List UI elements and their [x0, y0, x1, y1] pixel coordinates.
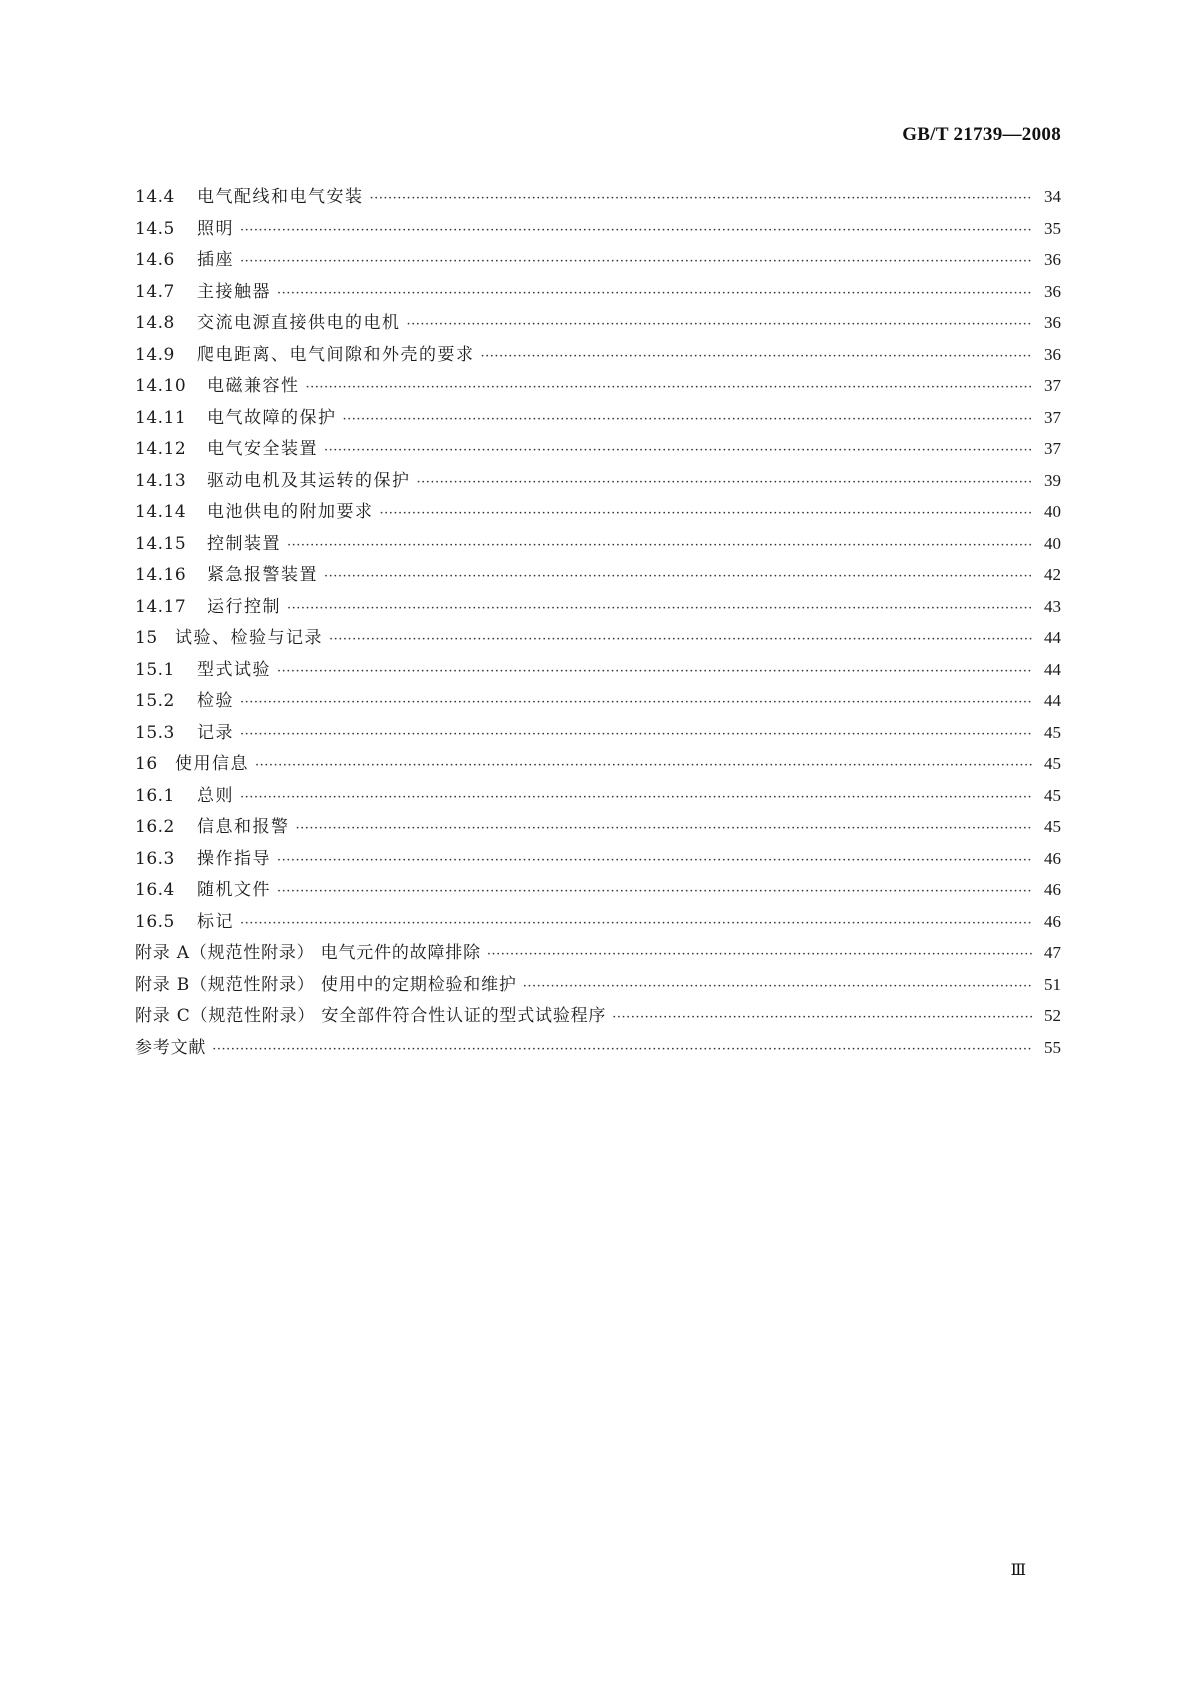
toc-entry-title: 交流电源直接供电的电机 — [197, 313, 401, 333]
toc-entry-number: 14.14 — [135, 502, 187, 522]
toc-entry-number: 16 — [135, 754, 158, 774]
dot-leader — [380, 498, 1034, 530]
dot-leader — [612, 1002, 1033, 1034]
toc-entry-page: 40 — [1044, 533, 1061, 553]
dot-leader — [240, 908, 1033, 940]
toc-entry-title: 电气安全装置 — [207, 439, 318, 459]
toc-entry[interactable] — [135, 496, 1061, 528]
toc-entry-title: 信息和报警 — [197, 817, 290, 837]
toc-entry-title: 插座 — [197, 250, 234, 270]
dot-leader — [296, 813, 1034, 845]
dot-leader — [481, 341, 1034, 373]
toc-entry-number: 14.15 — [135, 533, 187, 554]
toc-entry-title: 总则 — [197, 785, 234, 806]
toc-entry[interactable] — [135, 748, 1061, 780]
toc-entry-page: 44 — [1044, 659, 1061, 679]
toc-entry[interactable] — [135, 717, 1061, 749]
toc-entry-number: 14.9 — [135, 344, 175, 365]
toc-entry-page: 45 — [1044, 785, 1061, 805]
dot-leader — [255, 750, 1033, 782]
toc-entry-title: 驱动电机及其运转的保护 — [207, 470, 411, 491]
toc-entry-title: 附录 C（规范性附录） 安全部件符合性认证的型式试验程序 — [135, 1006, 607, 1026]
toc-entry-title: 附录 B（规范性附录） 使用中的定期检验和维护 — [135, 974, 517, 995]
toc-entry[interactable] — [135, 276, 1061, 308]
toc-entry[interactable] — [135, 370, 1061, 402]
toc-entry-page: 37 — [1044, 376, 1061, 395]
toc-entry-title: 附录 A（规范性附录） 电气元件的故障排除 — [135, 943, 481, 963]
toc-entry-title: 试验、检验与记录 — [175, 628, 323, 648]
toc-entry-title: 型式试验 — [197, 659, 271, 680]
toc-entry-page: 44 — [1044, 628, 1061, 647]
toc-entry[interactable] — [135, 622, 1061, 654]
dot-leader — [240, 246, 1033, 278]
dot-leader — [212, 1034, 1033, 1066]
toc-entry-page: 44 — [1044, 691, 1061, 710]
toc-entry[interactable] — [135, 402, 1061, 434]
toc-entry-title: 紧急报警装置 — [207, 565, 318, 585]
dot-leader — [240, 687, 1033, 719]
dot-leader — [523, 971, 1033, 1003]
toc-entry[interactable] — [135, 339, 1061, 371]
toc-entry-number: 14.4 — [135, 187, 175, 207]
dot-leader — [277, 876, 1033, 908]
toc-entry-page: 55 — [1044, 1037, 1061, 1057]
toc-entry-page: 45 — [1044, 754, 1061, 773]
toc-entry-page: 52 — [1044, 1006, 1061, 1025]
toc-entry[interactable] — [135, 874, 1061, 906]
toc-entry-number: 16.1 — [135, 785, 175, 806]
dot-leader — [370, 183, 1034, 215]
toc-entry-title: 爬电距离、电气间隙和外壳的要求 — [197, 344, 475, 365]
toc-entry-number: 16.3 — [135, 848, 175, 869]
toc-entry-page: 46 — [1044, 880, 1061, 899]
toc-entry[interactable] — [135, 559, 1061, 591]
toc-entry-number: 14.13 — [135, 470, 187, 491]
toc-entry[interactable] — [135, 780, 1061, 812]
dot-leader — [324, 561, 1033, 593]
toc-entry-number: 15.1 — [135, 659, 175, 680]
toc-entry-page: 42 — [1044, 565, 1061, 584]
toc-entry-number: 14.8 — [135, 313, 175, 333]
toc-entry-page: 36 — [1044, 281, 1061, 301]
toc-entry-number: 14.11 — [135, 407, 187, 428]
toc-entry-page: 36 — [1044, 313, 1061, 332]
toc-entry-title: 操作指导 — [197, 848, 271, 869]
dot-leader — [306, 372, 1034, 404]
dot-leader — [287, 593, 1033, 625]
dot-leader — [277, 278, 1033, 310]
toc-entry-title: 标记 — [197, 911, 234, 932]
toc-entry-number: 16.2 — [135, 817, 175, 837]
toc-entry-title: 记录 — [197, 722, 234, 743]
toc-entry-page: 51 — [1044, 974, 1061, 994]
toc-entry[interactable] — [135, 811, 1061, 843]
toc-entry-page: 43 — [1044, 596, 1061, 616]
toc-entry-page: 45 — [1044, 722, 1061, 742]
toc-entry-title: 检验 — [197, 691, 234, 711]
toc-entry[interactable] — [135, 213, 1061, 245]
table-of-contents — [135, 181, 1061, 1063]
toc-entry-page: 35 — [1044, 218, 1061, 238]
toc-entry-annex[interactable] — [135, 1000, 1061, 1032]
toc-entry-title: 电磁兼容性 — [207, 376, 300, 396]
dot-leader — [329, 624, 1033, 656]
toc-entry-page: 47 — [1044, 943, 1061, 962]
toc-entry-annex[interactable] — [135, 937, 1061, 969]
toc-entry[interactable] — [135, 465, 1061, 497]
toc-entry-number: 14.12 — [135, 439, 187, 459]
toc-entry-title: 照明 — [197, 218, 234, 239]
dot-leader — [417, 467, 1034, 499]
toc-entry[interactable] — [135, 843, 1061, 875]
toc-entry[interactable] — [135, 906, 1061, 938]
toc-entry-title: 电气配线和电气安装 — [197, 187, 364, 207]
dot-leader — [240, 782, 1033, 814]
toc-entry-title: 使用信息 — [175, 754, 249, 774]
toc-entry-number: 14.7 — [135, 281, 175, 302]
dot-leader — [240, 719, 1033, 751]
toc-entry[interactable] — [135, 591, 1061, 623]
dot-leader — [343, 404, 1034, 436]
toc-entry-page: 37 — [1044, 407, 1061, 427]
toc-entry-title: 参考文献 — [135, 1037, 207, 1058]
toc-entry-page: 34 — [1044, 187, 1061, 206]
toc-entry-title: 控制装置 — [207, 533, 281, 554]
toc-entry[interactable] — [135, 307, 1061, 339]
dot-leader — [277, 845, 1033, 877]
dot-leader — [277, 656, 1033, 688]
toc-entry-title: 主接触器 — [197, 281, 271, 302]
dot-leader — [487, 939, 1033, 971]
toc-entry-number: 15.3 — [135, 722, 175, 743]
toc-entry-title: 随机文件 — [197, 880, 271, 900]
toc-entry-number: 16.4 — [135, 880, 175, 900]
toc-entry-page: 46 — [1044, 911, 1061, 931]
toc-entry-annex[interactable] — [135, 969, 1061, 1001]
toc-entry-page: 46 — [1044, 848, 1061, 868]
toc-entry-title: 电池供电的附加要求 — [207, 502, 374, 522]
toc-entry-number: 14.16 — [135, 565, 187, 585]
dot-leader — [287, 530, 1033, 562]
toc-entry-page: 36 — [1044, 250, 1061, 269]
dot-leader — [324, 435, 1033, 467]
toc-entry-page: 37 — [1044, 439, 1061, 458]
toc-entry-page: 45 — [1044, 817, 1061, 836]
toc-entry-number: 14.10 — [135, 376, 187, 396]
toc-entry[interactable] — [135, 528, 1061, 560]
toc-entry[interactable] — [135, 654, 1061, 686]
toc-entry-number: 15.2 — [135, 691, 175, 711]
toc-entry-number: 16.5 — [135, 911, 175, 932]
dot-leader — [407, 309, 1034, 341]
toc-entry[interactable] — [135, 181, 1061, 213]
toc-entry-title: 运行控制 — [207, 596, 281, 617]
toc-entry-number: 14.5 — [135, 218, 175, 239]
dot-leader — [240, 215, 1033, 247]
toc-entry-page: 36 — [1044, 344, 1061, 364]
standard-number: GB/T 21739—2008 — [902, 124, 1061, 145]
toc-entry-number: 14.6 — [135, 250, 175, 270]
toc-entry[interactable] — [135, 433, 1061, 465]
toc-entry-page: 39 — [1044, 470, 1061, 490]
toc-entry-title: 电气故障的保护 — [207, 407, 337, 428]
toc-entry-page: 40 — [1044, 502, 1061, 521]
toc-entry[interactable] — [135, 244, 1061, 276]
page-folio: Ⅲ — [1010, 1562, 1026, 1579]
toc-entry-number: 15 — [135, 628, 158, 648]
toc-entry-bibliography[interactable] — [135, 1032, 1061, 1064]
toc-entry-number: 14.17 — [135, 596, 187, 617]
toc-entry[interactable] — [135, 685, 1061, 717]
